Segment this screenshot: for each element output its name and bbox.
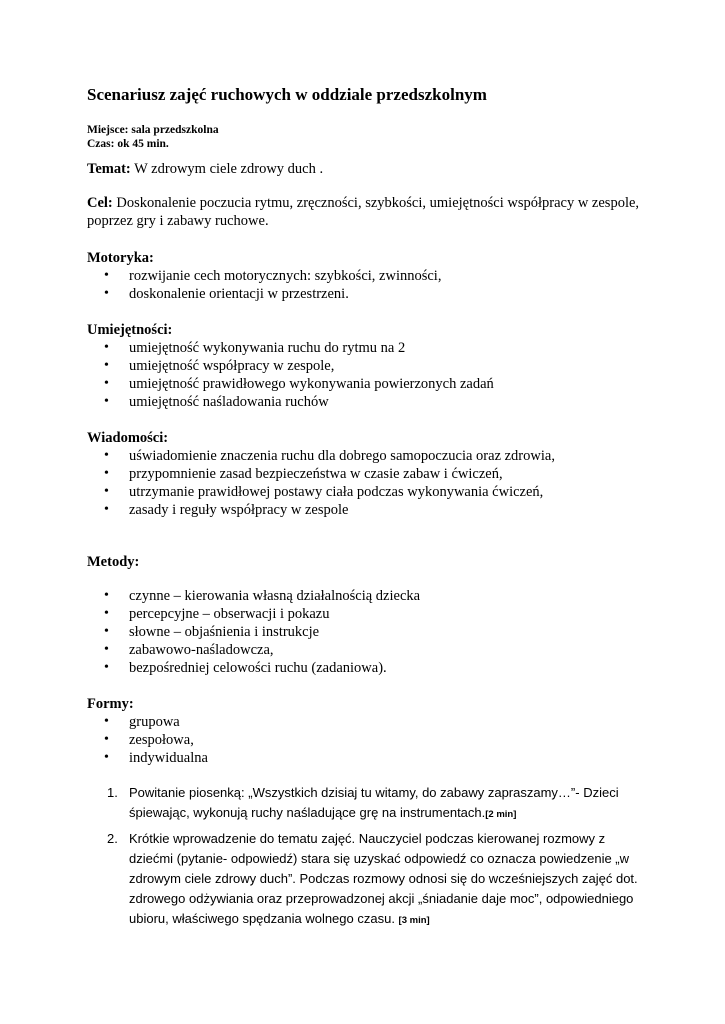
list-item: • umiejętność naśladowania ruchów <box>87 393 647 411</box>
section-formy <box>87 695 647 767</box>
list-item: • zabawowo-naśladowcza, <box>87 641 647 659</box>
section-metody <box>87 553 647 677</box>
bullet-list <box>87 339 647 411</box>
list-item: • grupowa <box>87 713 647 731</box>
bullet-list <box>87 267 647 303</box>
step-item <box>87 829 647 931</box>
step-number: 2. <box>107 830 118 846</box>
section-heading: Formy: <box>87 695 134 712</box>
step-text: Powitanie piosenką: „Wszystkich dzisiaj tu witamy, do zabawy zapraszamy…”- Dzieci śpiewając, wykonują ruchy naśladujące grę na instrumentach. <box>129 784 619 820</box>
list-item: • zespołowa, <box>87 731 647 749</box>
list-item: • utrzymanie prawidłowej postawy ciała podczas wykonywania ćwiczeń, <box>87 483 647 501</box>
list-item: • umiejętność prawidłowego wykonywania powierzonych zadań <box>87 375 647 393</box>
section-wiadomosci <box>87 429 647 519</box>
section-heading: Wiadomości: <box>87 429 169 446</box>
goal-label: Cel: <box>87 194 113 211</box>
list-item: • słowne – objaśnienia i instrukcje <box>87 623 647 641</box>
step-text: Krótkie wprowadzenie do tematu zajęć. Nauczyciel podczas kierowanej rozmowy z dziećmi (pytanie- odpowiedź) stara się uzyskać odpowiedź co oznacza powiedzenie „w zdrowym ciele zdrowy duch”. Podczas rozmowy odnosi się do wcześniejszych zajęć dot. zdrowego odżywiania oraz przeprowadzonej akcji „śniadanie daje moc”, odpowiedniego ubioru, właściwego spędzania wolnego czasu. <box>129 830 638 926</box>
goal-text: Doskonalenie poczucia rytmu, zręczności, szybkości, umiejętności współpracy w zespole, poprzez gry i zabawy ruchowe. <box>87 194 640 229</box>
list-item: • umiejętność współpracy w zespole, <box>87 357 647 375</box>
list-item: • doskonalenie orientacji w przestrzeni. <box>87 285 647 303</box>
duration-tag: [3 min] <box>398 914 430 926</box>
meta-place: Miejsce: sala przedszkolna <box>87 124 219 136</box>
meta-block <box>87 123 647 151</box>
list-item: • uświadomienie znaczenia ruchu dla dobrego samopoczucia oraz zdrowia, <box>87 447 647 465</box>
step-item <box>87 783 647 825</box>
list-item: • rozwijanie cech motorycznych: szybkości, zwinności, <box>87 267 647 285</box>
numbered-steps <box>87 783 647 931</box>
topic-line <box>87 160 647 179</box>
section-heading: Motoryka: <box>87 249 154 266</box>
meta-time: Czas: ok 45 min. <box>87 138 169 150</box>
list-item: • przypomnienie zasad bezpieczeństwa w czasie zabaw i ćwiczeń, <box>87 465 647 483</box>
bullet-list <box>87 447 647 519</box>
document-page <box>87 84 647 935</box>
section-motoryka <box>87 249 647 303</box>
list-item: • zasady i reguły współpracy w zespole <box>87 501 647 519</box>
list-item: • indywidualna <box>87 749 647 767</box>
list-item: • umiejętność wykonywania ruchu do rytmu na 2 <box>87 339 647 357</box>
list-item: • czynne – kierowania własną działalnością dziecka <box>87 587 647 605</box>
list-item: • percepcyjne – obserwacji i pokazu <box>87 605 647 623</box>
section-umiejetnosci <box>87 321 647 411</box>
list-item: • bezpośredniej celowości ruchu (zadaniowa). <box>87 659 647 677</box>
bullet-list <box>87 587 647 677</box>
goal-paragraph <box>87 194 647 231</box>
bullet-list <box>87 713 647 767</box>
topic-label: Temat: <box>87 161 131 177</box>
step-number: 1. <box>107 784 118 800</box>
document-title: Scenariusz zajęć ruchowych w oddziale przedszkolnym <box>87 85 487 104</box>
duration-tag: [2 min] <box>485 808 517 820</box>
section-heading: Umiejętności: <box>87 321 173 338</box>
topic-text: W zdrowym ciele zdrowy duch . <box>130 161 324 177</box>
section-heading: Metody: <box>87 553 140 570</box>
